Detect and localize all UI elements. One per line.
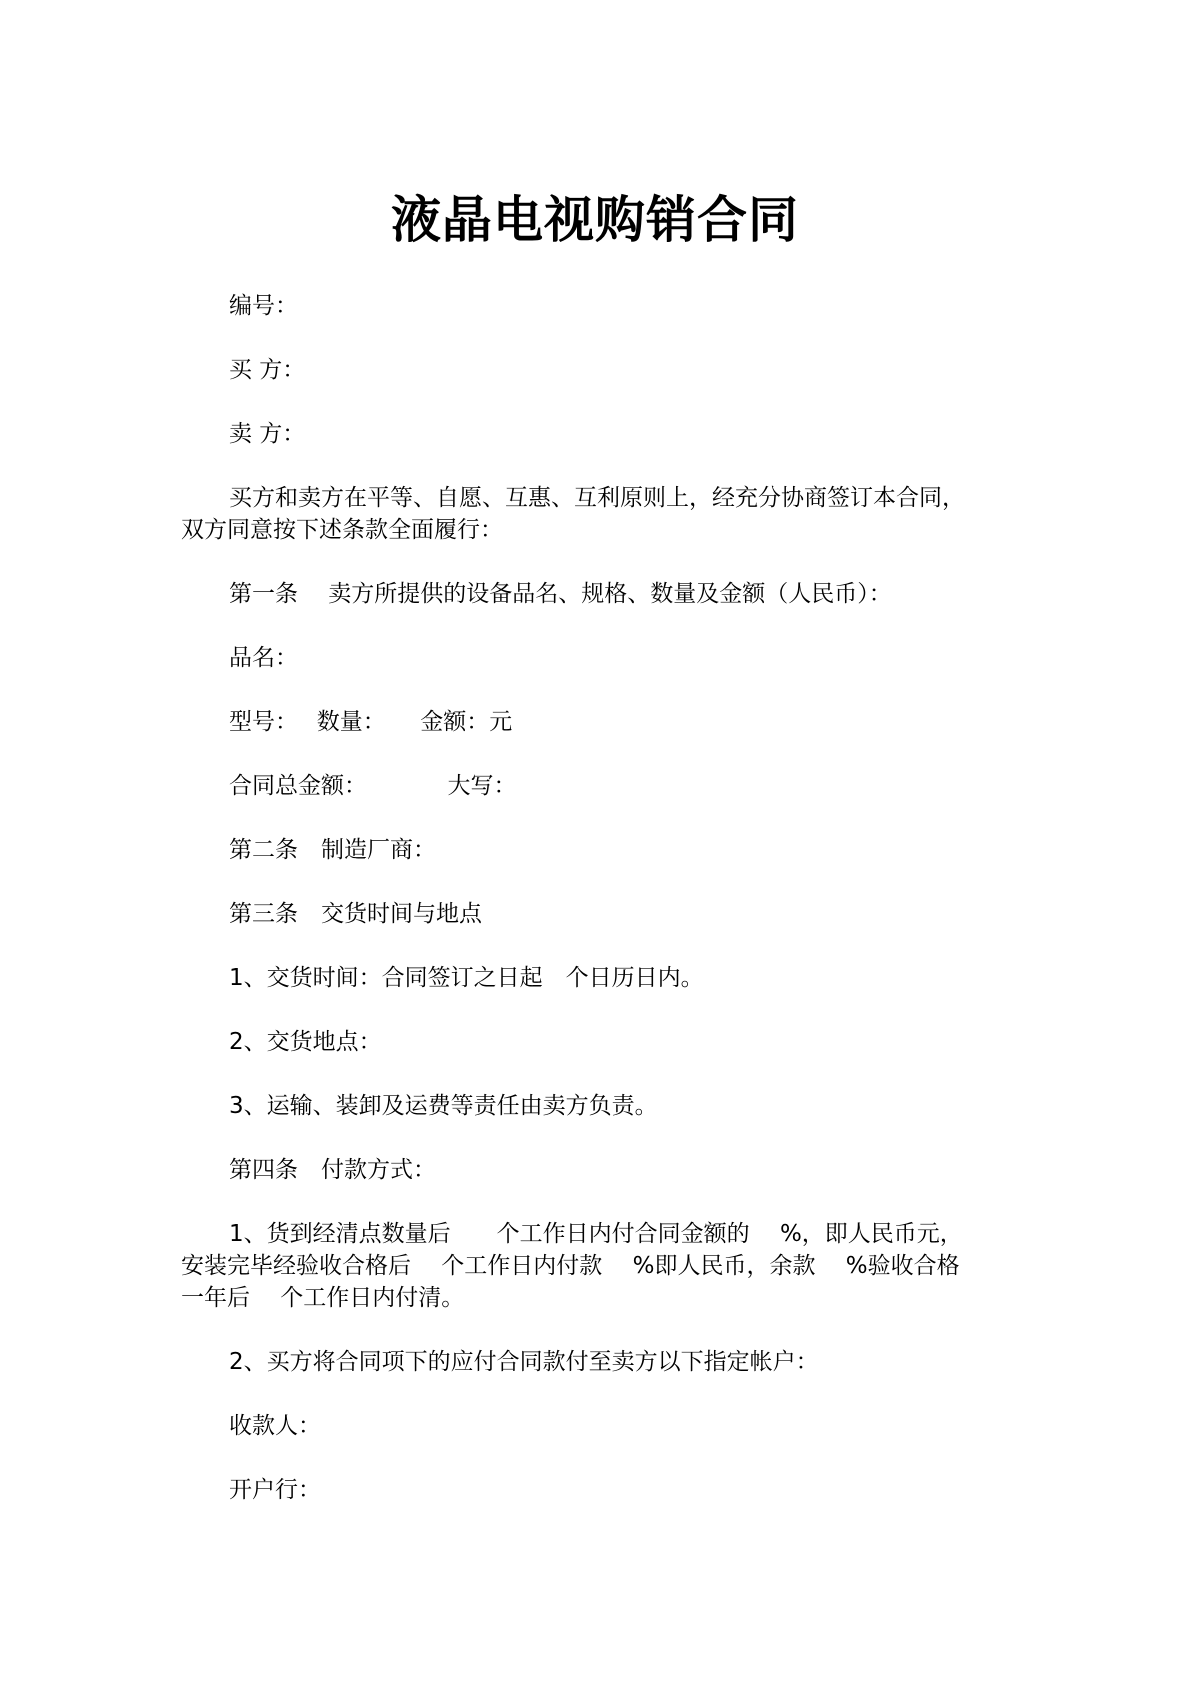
article-4-heading: 第四条 付款方式：: [229, 1157, 436, 1183]
article-1-heading: 第一条 卖方所提供的设备品名、规格、数量及金额（人民币）：: [229, 581, 892, 607]
buyer-field: 买 方：: [229, 357, 306, 383]
delivery-location-item: 2、交货地点：: [229, 1029, 382, 1055]
article-3-heading: 第三条 交货时间与地点: [229, 901, 482, 927]
payment-terms-line-3: 一年后 个工作日内付清。: [181, 1285, 465, 1311]
intro-line-2: 双方同意按下述条款全面履行：: [181, 517, 503, 543]
bank-field: 开户行：: [229, 1477, 321, 1503]
contract-number-field: 编号：: [229, 293, 298, 319]
document-title: 液晶电视购销合同: [391, 191, 799, 249]
model-quantity-amount-field: 型号： 数量： 金额：元: [229, 709, 513, 735]
total-amount-field: 合同总金额： 大写：: [229, 773, 517, 799]
payment-terms-line-1: 1、货到经清点数量后 个工作日内付合同金额的 %，即人民币元，: [229, 1221, 963, 1247]
payment-terms-line-2: 安装完毕经验收合格后 个工作日内付款 %即人民币，余款 %验收合格: [181, 1253, 960, 1279]
transport-responsibility-item: 3、运输、装卸及运费等责任由卖方负责。: [229, 1093, 658, 1119]
intro-line-1: 买方和卖方在平等、自愿、互惠、互利原则上，经充分协商签订本合同，: [229, 485, 965, 511]
intro-paragraph: [181, 482, 1011, 546]
payee-field: 收款人：: [229, 1413, 321, 1439]
payment-account-item: 2、买方将合同项下的应付合同款付至卖方以下指定帐户：: [229, 1349, 819, 1375]
delivery-time-item: 1、交货时间：合同签订之日起 个日历日内。: [229, 965, 704, 991]
product-name-field: 品名：: [229, 645, 298, 671]
article-2-heading: 第二条 制造厂商：: [229, 837, 436, 863]
payment-terms-paragraph: [181, 1218, 1011, 1314]
seller-field: 卖 方：: [229, 421, 306, 447]
